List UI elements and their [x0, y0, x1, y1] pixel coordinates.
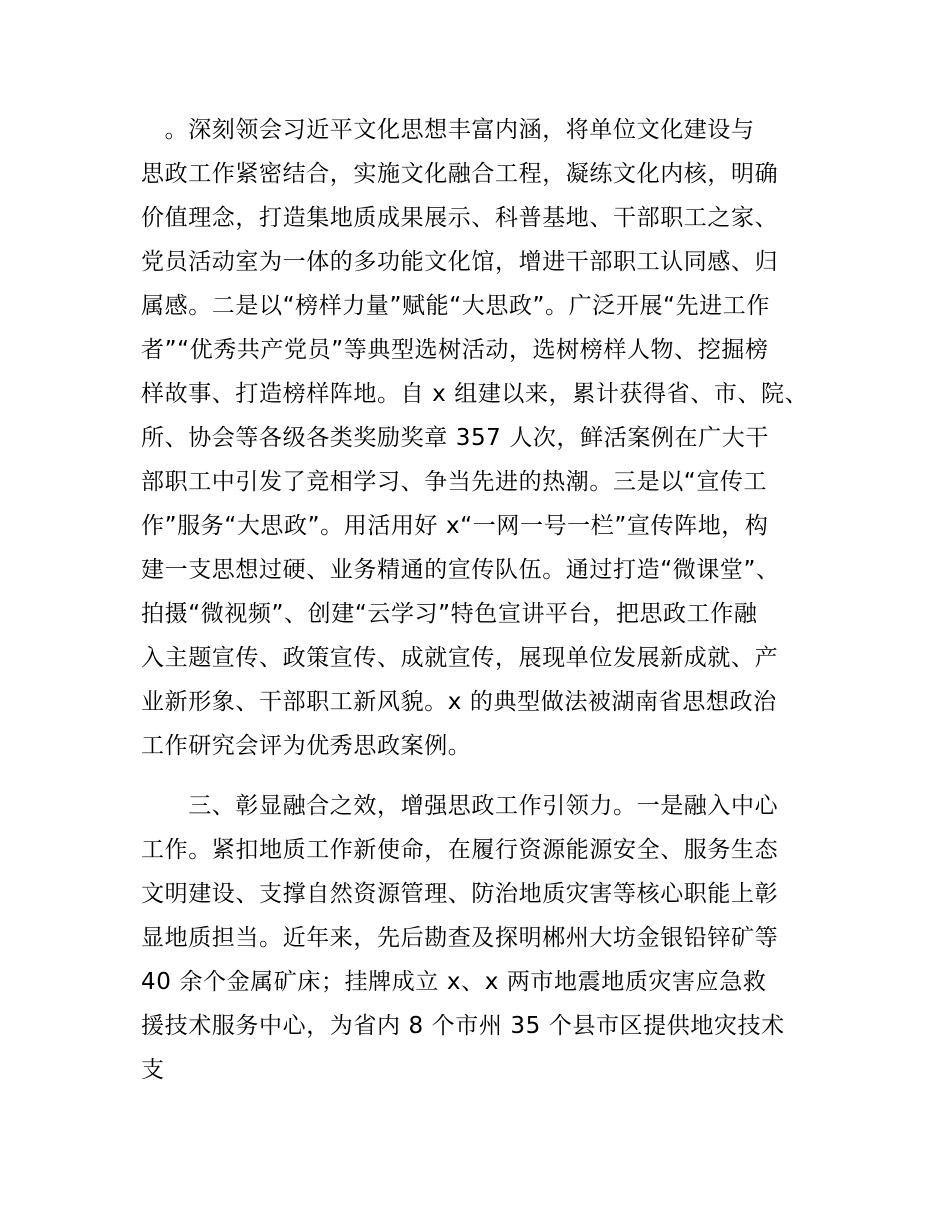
document-body — [141, 108, 831, 1092]
text-line: 作”服务“大思政”。用活用好 x“一网一号一栏”宣传阵地，构 — [141, 513, 769, 539]
text-line: 价值理念，打造集地质成果展示、科普基地、干部职工之家、 — [141, 205, 779, 231]
text-line: 者”“优秀共产党员”等典型选树活动，选树榜样人物、挖掘榜 — [141, 337, 769, 363]
text-line: 。深刻领会习近平文化思想丰富内涵，将单位文化建设与 — [141, 117, 755, 143]
text-line: 40 余个金属矿床；挂牌成立 x、x 两市地震地质灾害应急救 — [141, 969, 767, 995]
text-line: 建一支思想过硬、业务精通的宣传队伍。通过打造“微课堂”、 — [141, 557, 780, 583]
text-line: 党员活动室为一体的多功能文化馆，增进干部职工认同感、归 — [141, 249, 779, 275]
text-line: 拍摄“微视频”、创建“云学习”特色宣讲平台，把思政工作融 — [141, 601, 758, 627]
text-line: 所、协会等各级各类奖励奖章 357 人次，鲜活案例在广大干 — [141, 425, 769, 451]
text-line: 部职工中引发了竞相学习、争当先进的热潮。三是以“宣传工 — [141, 469, 768, 495]
text-line: 工作研究会评为优秀思政案例。 — [141, 733, 472, 759]
text-line: 业新形象、干部职工新风貌。x 的典型做法被湖南省思想政治 — [141, 689, 777, 715]
text-line: 支 — [141, 1057, 165, 1083]
text-line: 样故事、打造榜样阵地。自 x 组建以来，累计获得省、市、院、 — [141, 381, 809, 407]
text-line: 属感。二是以“榜样力量”赋能“大思政”。广泛开展“先进工作 — [141, 293, 770, 319]
paragraph-section-three — [141, 784, 831, 1092]
text-line: 文明建设、支撑自然资源管理、防治地质灾害等核心职能上彰 — [141, 881, 779, 907]
section-heading-line: 三、彰显融合之效，增强思政工作引领力。一是融入中心 — [141, 793, 779, 819]
text-line: 思政工作紧密结合，实施文化融合工程，凝练文化内核，明确 — [141, 161, 779, 187]
paragraph-spacer — [141, 768, 831, 784]
text-line: 入主题宣传、政策宣传、成就宣传，展现单位发展新成就、产 — [141, 645, 779, 671]
text-line: 工作。紧扣地质工作新使命，在履行资源能源安全、服务生态 — [141, 837, 779, 863]
paragraph-culture-integration — [141, 108, 831, 768]
text-line: 援技术服务中心，为省内 8 个市州 35 个县市区提供地灾技术 — [141, 1013, 785, 1039]
text-line: 显地质担当。近年来，先后勘查及探明郴州大坊金银铅锌矿等 — [141, 925, 779, 951]
